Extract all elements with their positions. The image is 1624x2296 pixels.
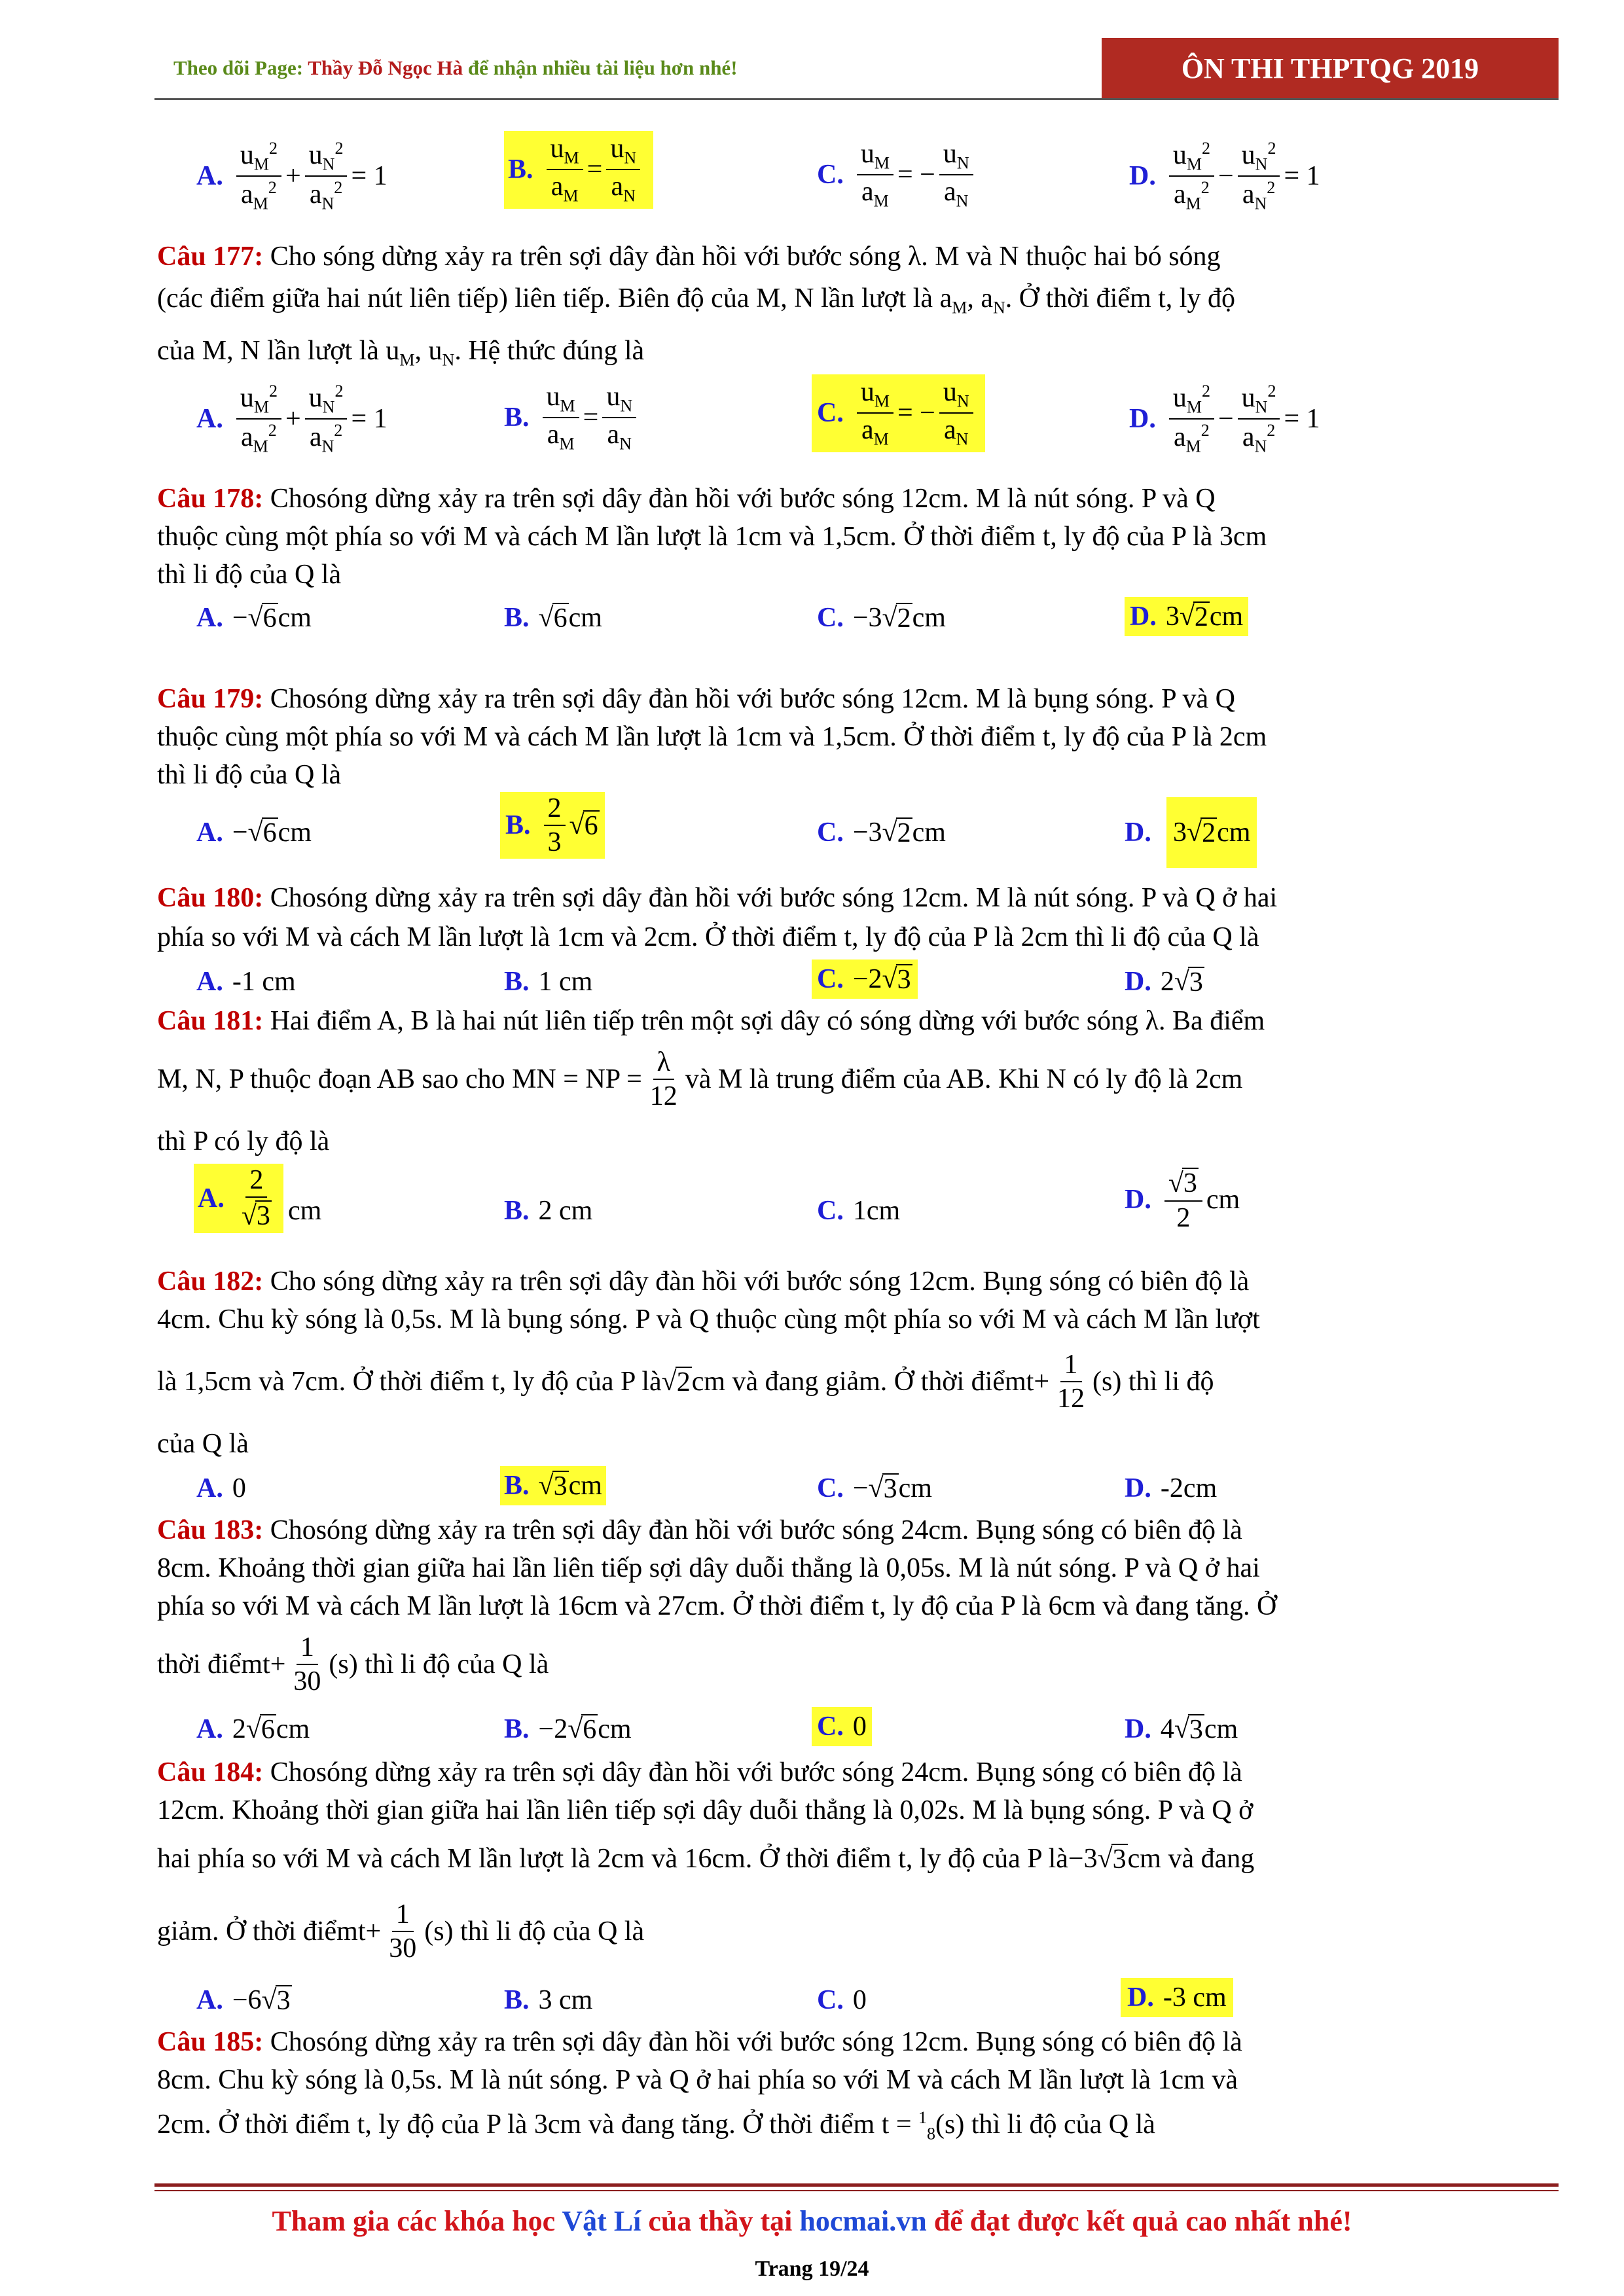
q181-option-c: C. 1cm	[817, 1196, 901, 1226]
header-note: Theo dõi Page: Thầy Đỗ Ngọc Hà để nhận nhiều tài liệu hơn nhé!	[173, 56, 738, 79]
q182-line3: là 1,5cm và 7cm. Ở thời điểm t, ly độ của P là √ 2 cm và đang giảm. Ở thời điểm t+ $\frac{1}{12}$ (s) thì li độ	[157, 1350, 1214, 1414]
q183-option-a: A. 2 √ 6 cm	[196, 1714, 310, 1745]
q182-option-d: D. -2cm	[1125, 1473, 1218, 1503]
q181-line2: M, N, P thuộc đoạn AB sao cho MN = NP = $\frac{\lambda}{12}$ và M là trung điểm của AB. Khi N có ly độ là 2cm	[157, 1047, 1243, 1111]
q179-option-d: 3 √ 2 cm	[1166, 797, 1257, 868]
q179-option-a: A. − √ 6 cm	[196, 817, 312, 848]
q181-option-a: A. $\frac{2}{√3}$	[194, 1164, 283, 1233]
q176-option-d: D. $\frac{u_M^2}{a_M^2}$ − $\frac{u_N^2}{a_N^2}$ = 1	[1129, 139, 1320, 213]
q185-line2: 8cm. Chu kỳ sóng là 0,5s. M là nút sóng. P và Q ở hai phía so với M và cách M lần lượt là 1cm và	[157, 2065, 1238, 2095]
q180-option-d: D. 2 √ 3	[1125, 967, 1203, 997]
q179-option-b: B. $\frac{2}{3}$ √ 6	[500, 792, 605, 859]
q180-option-b: B. 1 cm	[504, 967, 593, 997]
q182-line2: 4cm. Chu kỳ sóng là 0,5s. M là bụng sóng. P và Q thuộc cùng một phía so với M và cách M lần lượt	[157, 1304, 1260, 1335]
q177-line1: Câu 177: Cho sóng dừng xảy ra trên sợi dây đàn hồi với bước sóng λ. M và N thuộc hai bó sóng	[157, 242, 1221, 272]
q181-option-d: D. $\frac{√3}{2}$ cm	[1125, 1168, 1240, 1234]
footer-divider-thin	[154, 2190, 1559, 2191]
q179-line2: thuộc cùng một phía so với M và cách M lần lượt là 1cm và 1,5cm. Ở thời điểm t, ly độ của P là 2cm	[157, 722, 1267, 752]
q180-option-c: C. −2 √ 3	[812, 960, 918, 999]
q180-line1: Câu 180: Chosóng dừng xảy ra trên sợi dây đàn hồi với bước sóng 12cm. M là nút sóng. P và Q ở hai	[157, 883, 1278, 913]
q181-option-a-unit: cm	[288, 1196, 322, 1226]
q185-line3: 2cm. Ở thời điểm t, ly độ của P là 3cm và đang tăng. Ở thời điểm t = $^1_8$(s) thì li độ của Q là	[157, 2108, 1155, 2144]
q184-option-c: C. 0	[817, 1985, 867, 2015]
q181-line3: thì P có ly độ là	[157, 1126, 330, 1157]
page-name: Thầy Đỗ Ngọc Hà	[308, 56, 463, 79]
q180-option-a: A. -1 cm	[196, 967, 296, 997]
site-link[interactable]: hocmai.vn	[799, 2205, 927, 2237]
q184-line2: 12cm. Khoảng thời gian giữa hai lần liên tiếp sợi dây duỗi thẳng là 0,02s. M là bụng sóng. P và Q ở	[157, 1795, 1254, 1825]
q181-option-b: B. 2 cm	[504, 1196, 593, 1226]
footer-promo: Tham gia các khóa học Vật Lí của thầy tại hocmai.vn để đạt được kết quả cao nhất nhé!	[272, 2205, 1352, 2237]
q183-line4: thời điểm t+ $\frac{1}{30}$ (s) thì li độ của Q là	[157, 1632, 549, 1696]
q180-line2: phía so với M và cách M lần lượt là 1cm và 2cm. Ở thời điểm t, ly độ của P là 2cm thì li độ của Q là	[157, 922, 1259, 952]
q177-option-c: C. $\frac{u_M}{a_M}$ = − $\frac{u_N}{a_N}$	[812, 374, 985, 452]
q177-option-b: B. $\frac{u_M}{a_M}$ = $\frac{u_N}{a_N}$	[504, 383, 640, 453]
q183-line1: Câu 183: Chosóng dừng xảy ra trên sợi dây đàn hồi với bước sóng 24cm. Bụng sóng có biên độ là	[157, 1515, 1242, 1545]
q179-option-d-label: D.	[1125, 817, 1151, 848]
q178-option-d: D. 3 √ 2 cm	[1125, 597, 1248, 636]
q184-line4: giảm. Ở thời điểm t+ $\frac{1}{30}$ (s) thì li độ của Q là	[157, 1899, 645, 1964]
exam-badge: ÔN THI THPTQG 2019	[1102, 38, 1559, 98]
q182-option-c: C. − √ 3 cm	[817, 1473, 932, 1504]
q184-option-b: B. 3 cm	[504, 1985, 593, 2015]
q184-option-d: D. -3 cm	[1121, 1978, 1233, 2017]
q183-option-d: D. 4 √ 3 cm	[1125, 1714, 1238, 1745]
page-number: Trang 19/24	[755, 2257, 869, 2281]
q183-line2: 8cm. Khoảng thời gian giữa hai lần liên tiếp sợi dây duỗi thẳng là 0,05s. M là nút sóng. P và Q ở hai	[157, 1553, 1260, 1583]
q182-option-b: B. √ 3 cm	[500, 1466, 606, 1505]
q184-option-a: A. −6 √ 3	[196, 1985, 291, 2016]
q177-option-d: D. $\frac{u_M^2}{a_M^2}$ − $\frac{u_N^2}{a_N^2}$ = 1	[1129, 382, 1320, 456]
q185-line1: Câu 185: Chosóng dừng xảy ra trên sợi dây đàn hồi với bước sóng 12cm. Bụng sóng có biên độ là	[157, 2027, 1242, 2057]
q183-line3: phía so với M và cách M lần lượt là 16cm và 27cm. Ở thời điểm t, ly độ của P là 6cm và đang tăng. Ở	[157, 1591, 1277, 1621]
q182-option-a: A. 0	[196, 1473, 246, 1503]
q179-option-c: C. −3 √ 2 cm	[817, 817, 946, 848]
q179-line3: thì li độ của Q là	[157, 760, 342, 790]
q184-line3: hai phía so với M và cách M lần lượt là 2cm và 16cm. Ở thời điểm t, ly độ của P là −3 √ 3 cm và đang	[157, 1844, 1255, 1874]
q178-line1: Câu 178: Chosóng dừng xảy ra trên sợi dây đàn hồi với bước sóng 12cm. M là nút sóng. P và Q	[157, 484, 1216, 514]
q177-line2: (các điểm giữa hai nút liên tiếp) liên tiếp. Biên độ của M, N lần lượt là $a_M$, $a_N$. Ở thời điểm t, ly độ	[157, 283, 1235, 317]
q183-option-b: B. −2 √ 6 cm	[504, 1714, 632, 1745]
q178-option-c: C. −3 √ 2 cm	[817, 603, 946, 634]
q184-line1: Câu 184: Chosóng dừng xảy ra trên sợi dây đàn hồi với bước sóng 24cm. Bụng sóng có biên độ là	[157, 1757, 1242, 1787]
header-divider	[154, 98, 1559, 100]
q176-option-c: C. $\frac{u_M}{a_M}$ = − $\frac{u_N}{a_N}$	[817, 140, 977, 210]
q182-line4: của Q là	[157, 1429, 249, 1459]
q182-line1: Câu 182: Cho sóng dừng xảy ra trên sợi dây đàn hồi với bước sóng 12cm. Bụng sóng có biên độ là	[157, 1266, 1250, 1297]
q181-line1: Câu 181: Hai điểm A, B là hai nút liên tiếp trên một sợi dây có sóng dừng với bước sóng λ. Ba điểm	[157, 1006, 1265, 1036]
q178-option-b: B. √ 6 cm	[504, 603, 602, 634]
q177-option-a: A. $\frac{u_M^2}{a_M^2}$ + $\frac{u_N^2}{a_N^2}$ = 1	[196, 382, 388, 456]
q179-line1: Câu 179: Chosóng dừng xảy ra trên sợi dây đàn hồi với bước sóng 12cm. M là bụng sóng. P và Q	[157, 684, 1235, 714]
footer-divider	[154, 2183, 1559, 2187]
q178-option-a: A. − √ 6 cm	[196, 603, 312, 634]
q178-line2: thuộc cùng một phía so với M và cách M lần lượt là 1cm và 1,5cm. Ở thời điểm t, ly độ của P là 3cm	[157, 522, 1267, 552]
q177-line3: của M, N lần lượt là $u_M$, $u_N$. Hệ thức đúng là	[157, 336, 645, 370]
q183-option-c: C. 0	[812, 1707, 872, 1746]
q178-line3: thì li độ của Q là	[157, 560, 342, 590]
q176-option-a: A. $\frac{u_M^2}{a_M^2}$ + $\frac{u_N^2}{a_N^2}$ = 1	[196, 139, 388, 213]
q176-option-b: B. $\frac{u_M}{a_M}$ = $\frac{u_N}{a_N}$	[504, 131, 653, 209]
